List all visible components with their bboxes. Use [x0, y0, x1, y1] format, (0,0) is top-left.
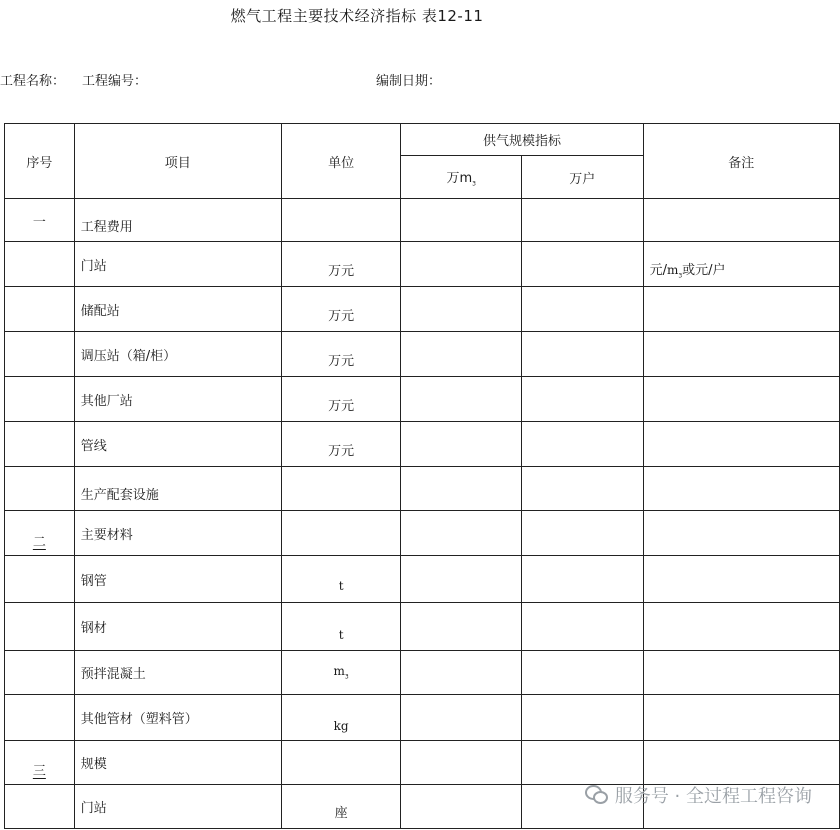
- header-unit: 单位: [281, 124, 401, 199]
- row-scale-households: [522, 377, 644, 422]
- date-label: 编制日期：: [376, 74, 442, 89]
- indicator-table: [4, 123, 840, 829]
- row-unit: [281, 511, 401, 556]
- row-scale-households: [522, 603, 644, 651]
- row-remark: [643, 741, 839, 785]
- row-scale-volume: [401, 287, 522, 332]
- row-unit-text: t: [338, 628, 344, 642]
- row-seq: [5, 332, 75, 377]
- row-item: 其他厂站: [74, 377, 281, 422]
- row-scale-volume: [401, 785, 522, 829]
- row-seq: [5, 287, 75, 332]
- table-row: [5, 603, 840, 651]
- table-row: [5, 511, 840, 556]
- row-scale-volume: [401, 556, 522, 603]
- header-sub-volume-sup: 3: [472, 180, 476, 188]
- row-remark: [643, 377, 839, 422]
- row-item: 预拌混凝土: [74, 651, 281, 695]
- table-row: [5, 287, 840, 332]
- row-item: 门站: [74, 242, 281, 287]
- row-scale-volume: [401, 741, 522, 785]
- row-unit: [281, 199, 401, 242]
- row-scale-volume: [401, 651, 522, 695]
- row-item: 钢管: [74, 556, 281, 603]
- row-unit-text: t: [338, 578, 344, 593]
- watermark: [585, 782, 812, 808]
- header-row-1: [5, 124, 840, 156]
- table-row: [5, 651, 840, 695]
- row-seq: [5, 695, 75, 741]
- header-item: 项目: [74, 124, 281, 199]
- row-scale-volume: [401, 377, 522, 422]
- row-unit: 座: [281, 785, 401, 829]
- table-row: [5, 695, 840, 741]
- row-seq: [5, 785, 75, 829]
- row-scale-volume: [401, 603, 522, 651]
- header-scale: 供气规模指标: [401, 124, 643, 156]
- row-remark: [643, 332, 839, 377]
- row-unit: 万元: [281, 332, 401, 377]
- row-scale-households: [522, 467, 644, 511]
- row-item: 钢材: [74, 603, 281, 651]
- row-remark: [643, 651, 839, 695]
- row-scale-volume: [401, 422, 522, 467]
- row-scale-volume: [401, 242, 522, 287]
- row-item: 其他管材（塑料管）: [74, 695, 281, 741]
- row-scale-households: [522, 741, 644, 785]
- row-item: 储配站: [74, 287, 281, 332]
- row-scale-households: [522, 695, 644, 741]
- row-seq: [5, 377, 75, 422]
- row-seq: [5, 242, 75, 287]
- table-row: [5, 422, 840, 467]
- header-seq: 序号: [5, 124, 75, 199]
- row-unit: [281, 467, 401, 511]
- row-remark: [643, 603, 839, 651]
- table-row: [5, 741, 840, 785]
- table-row: [5, 332, 840, 377]
- row-seq: 二: [5, 511, 75, 556]
- row-seq: [5, 603, 75, 651]
- row-remark: [643, 287, 839, 332]
- row-scale-households: [522, 422, 644, 467]
- row-unit: [281, 695, 401, 741]
- header-sub-volume: [401, 156, 522, 199]
- table-row: [5, 556, 840, 603]
- row-unit: [281, 741, 401, 785]
- table-row: [5, 467, 840, 511]
- row-unit-text: m: [333, 664, 345, 679]
- row-seq: [5, 556, 75, 603]
- row-item: 管线: [74, 422, 281, 467]
- header-sub-households: 万户: [522, 156, 644, 199]
- wechat-icon: [585, 785, 609, 805]
- row-item: 主要材料: [74, 511, 281, 556]
- row-item: 门站: [74, 785, 281, 829]
- row-item: 工程费用: [74, 199, 281, 242]
- row-unit: 万元: [281, 377, 401, 422]
- row-unit: 万元: [281, 287, 401, 332]
- row-unit-text: kg: [333, 719, 349, 733]
- row-unit: [281, 556, 401, 603]
- row-remark: [643, 511, 839, 556]
- row-scale-households: [522, 199, 644, 242]
- row-scale-households: [522, 332, 644, 377]
- table-row: [5, 377, 840, 422]
- row-seq: [5, 651, 75, 695]
- row-scale-households: [522, 651, 644, 695]
- row-scale-households: [522, 287, 644, 332]
- row-remark: [643, 467, 839, 511]
- row-scale-households: [522, 242, 644, 287]
- row-scale-volume: [401, 332, 522, 377]
- table-row: [5, 199, 840, 242]
- header-remark: 备注: [643, 124, 839, 199]
- row-seq: 三: [5, 741, 75, 785]
- header-sub-volume-text: 万m: [446, 170, 473, 186]
- row-scale-volume: [401, 467, 522, 511]
- document-title: 燃气工程主要技术经济指标 表12-11: [230, 7, 484, 25]
- row-remark: [643, 422, 839, 467]
- project-name-label: 工程名称：: [0, 74, 66, 89]
- row-remark: [643, 695, 839, 741]
- row-scale-households: [522, 511, 644, 556]
- row-scale-households: [522, 556, 644, 603]
- row-remark: [643, 556, 839, 603]
- watermark-text: 服务号 · 全过程工程咨询: [614, 786, 812, 807]
- row-unit: 万元: [281, 422, 401, 467]
- row-unit: 万元: [281, 242, 401, 287]
- row-unit: $m_3$: [281, 651, 401, 695]
- row-remark: 元$/m_3$或元/户: [643, 242, 839, 287]
- row-item: 调压站（箱/柜）: [74, 332, 281, 377]
- row-scale-volume: [401, 695, 522, 741]
- row-scale-volume: [401, 199, 522, 242]
- table-row: [5, 242, 840, 287]
- row-seq: 一: [5, 199, 75, 242]
- project-no-label: 工程编号：: [82, 74, 148, 89]
- row-unit: [281, 603, 401, 651]
- row-seq: [5, 467, 75, 511]
- row-item: 规模: [74, 741, 281, 785]
- row-remark: [643, 199, 839, 242]
- row-seq: [5, 422, 75, 467]
- row-item: 生产配套设施: [74, 467, 281, 511]
- row-scale-volume: [401, 511, 522, 556]
